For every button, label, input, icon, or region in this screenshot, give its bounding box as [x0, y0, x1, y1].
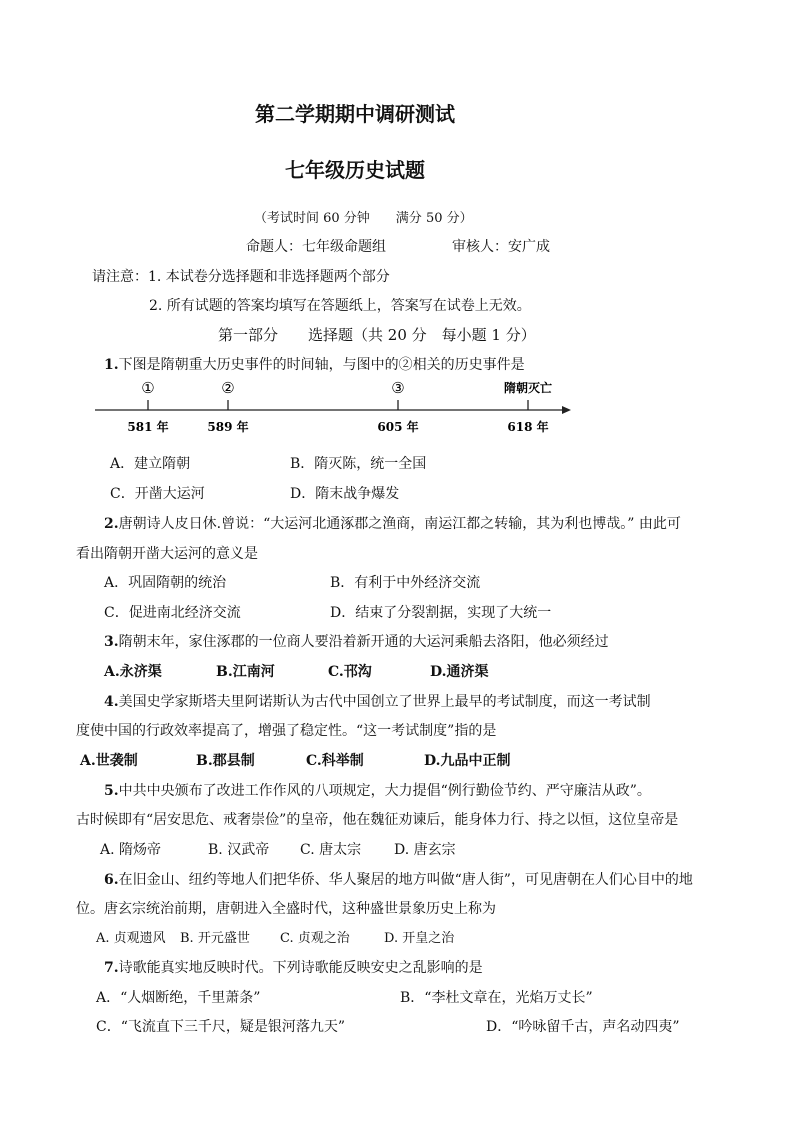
setter: 命题人：七年级命题组 [246, 239, 386, 255]
option-d: D.通济渠 [430, 664, 489, 680]
notice-line-1: 请注意：1. 本试卷分选择题和非选择题两个部分 [92, 269, 390, 285]
timeline-marker: ③ [391, 379, 405, 397]
question-stem: 隋朝末年，家住涿郡的一位商人要沿着新开通的大运河乘船去洛阳，他必须经过 [118, 634, 609, 650]
question-stem-continued: 位。唐玄宗统治前期，唐朝进入全盛时代，这种盛世景象历史上称为 [76, 901, 496, 917]
question-stem-continued: 度使中国的行政效率提高了，增强了稳定性。“这一考试制度”指的是 [76, 723, 497, 739]
option-c: C. 贞观之治 [280, 931, 350, 946]
option-b: B．“李杜文章在，光焰万丈长” [400, 990, 593, 1006]
option-c: C．“飞流直下三千尺，疑是银河落九天” [96, 1019, 346, 1035]
option-b: B.郡县制 [196, 753, 255, 769]
question-number: 7. [104, 960, 119, 976]
question-stem-continued: 看出隋朝开凿大运河的意义是 [76, 546, 258, 562]
exam-info: （考试时间 60 分钟 满分 50 分） [254, 211, 473, 226]
option-d: D．隋末战争爆发 [290, 486, 400, 502]
option-a: A.世袭制 [80, 753, 138, 769]
question-2 [104, 514, 681, 534]
question-stem: 诗歌能真实地反映时代。下列诗歌能反映安史之乱影响的是 [118, 960, 483, 976]
option-b: B．有利于中外经济交流 [330, 575, 481, 591]
notice-line-2: 2. 所有试题的答案均填写在答题纸上，答案写在试卷上无效。 [149, 298, 531, 314]
option-c: C.邗沟 [328, 664, 372, 680]
question-number: 1. [104, 357, 119, 373]
timeline-year: 605 年 [377, 420, 419, 434]
option-d: D. 唐玄宗 [394, 842, 456, 858]
option-a: A．建立隋朝 [110, 456, 191, 472]
question-stem-continued: 古时候即有“居安思危、戒奢崇俭”的皇帝，他在魏征劝谏后，能身体力行、持之以恒，这位皇帝是 [76, 812, 679, 828]
question-3 [104, 632, 609, 652]
question-stem: 中共中央颁布了改进工作作风的八项规定，大力提倡“例行勤俭节约、严守廉洁从政”。 [118, 783, 651, 799]
question-5 [104, 781, 651, 801]
question-number: 6. [104, 872, 119, 888]
question-7 [104, 958, 483, 978]
timeline-year: 618 年 [507, 420, 549, 434]
option-c: C．开凿大运河 [110, 486, 205, 502]
timeline-marker: ① [141, 379, 155, 397]
timeline-marker: 隋朝灭亡 [503, 381, 553, 395]
option-d: D．结束了分裂割据，实现了大统一 [330, 605, 552, 621]
option-a: A. 贞观遗风 [96, 931, 166, 946]
question-number: 4. [104, 694, 119, 710]
exam-subtitle: 七年级历史试题 [285, 158, 425, 182]
option-a: A. 隋炀帝 [100, 842, 162, 858]
timeline-marker: ② [221, 379, 235, 397]
timeline-arrow [562, 406, 571, 414]
question-number: 5. [104, 783, 119, 799]
section-heading: 第一部分 选择题（共 20 分 每小题 1 分） [218, 326, 536, 344]
question-6 [104, 870, 693, 890]
option-a: A．巩固隋朝的统治 [104, 575, 227, 591]
question-number: 2. [104, 516, 119, 532]
option-a: A．“人烟断绝，千里萧条” [96, 990, 261, 1006]
question-stem: 美国史学家斯塔夫里阿诺斯认为古代中国创立了世界上最早的考试制度，而这一考试制 [118, 694, 651, 710]
option-c: C.科举制 [306, 753, 364, 769]
question-4 [104, 692, 651, 712]
exam-title: 第二学期期中调研测试 [255, 102, 455, 126]
option-c: C．促进南北经济交流 [104, 605, 241, 621]
question-stem: 唐朝诗人皮日休.曾说：“大运河北通涿郡之渔商，南运江都之转输，其为利也博哉。” 由此可 [118, 516, 681, 532]
question-number: 3. [104, 634, 119, 650]
option-d: D. 开皇之治 [384, 931, 455, 946]
reviewer: 审核人：安广成 [452, 239, 550, 255]
timeline-year: 589 年 [207, 420, 249, 434]
question-stem: 下图是隋朝重大历史事件的时间轴，与图中的②相关的历史事件是 [118, 357, 525, 373]
question-1 [104, 355, 525, 375]
option-d: D．“吟咏留千古，声名动四夷” [486, 1019, 680, 1035]
timeline-figure [90, 376, 580, 438]
option-c: C. 唐太宗 [300, 842, 362, 858]
question-stem: 在旧金山、纽约等地人们把华侨、华人聚居的地方叫做“唐人街”，可见唐朝在人们心目中的地 [118, 872, 693, 888]
timeline-year: 581 年 [127, 420, 169, 434]
option-b: B.江南河 [216, 664, 275, 680]
option-b: B．隋灭陈，统一全国 [290, 456, 427, 472]
option-a: A.永济渠 [104, 664, 162, 680]
option-b: B. 汉武帝 [208, 842, 270, 858]
option-b: B. 开元盛世 [180, 931, 250, 946]
option-d: D.九品中正制 [424, 753, 511, 769]
